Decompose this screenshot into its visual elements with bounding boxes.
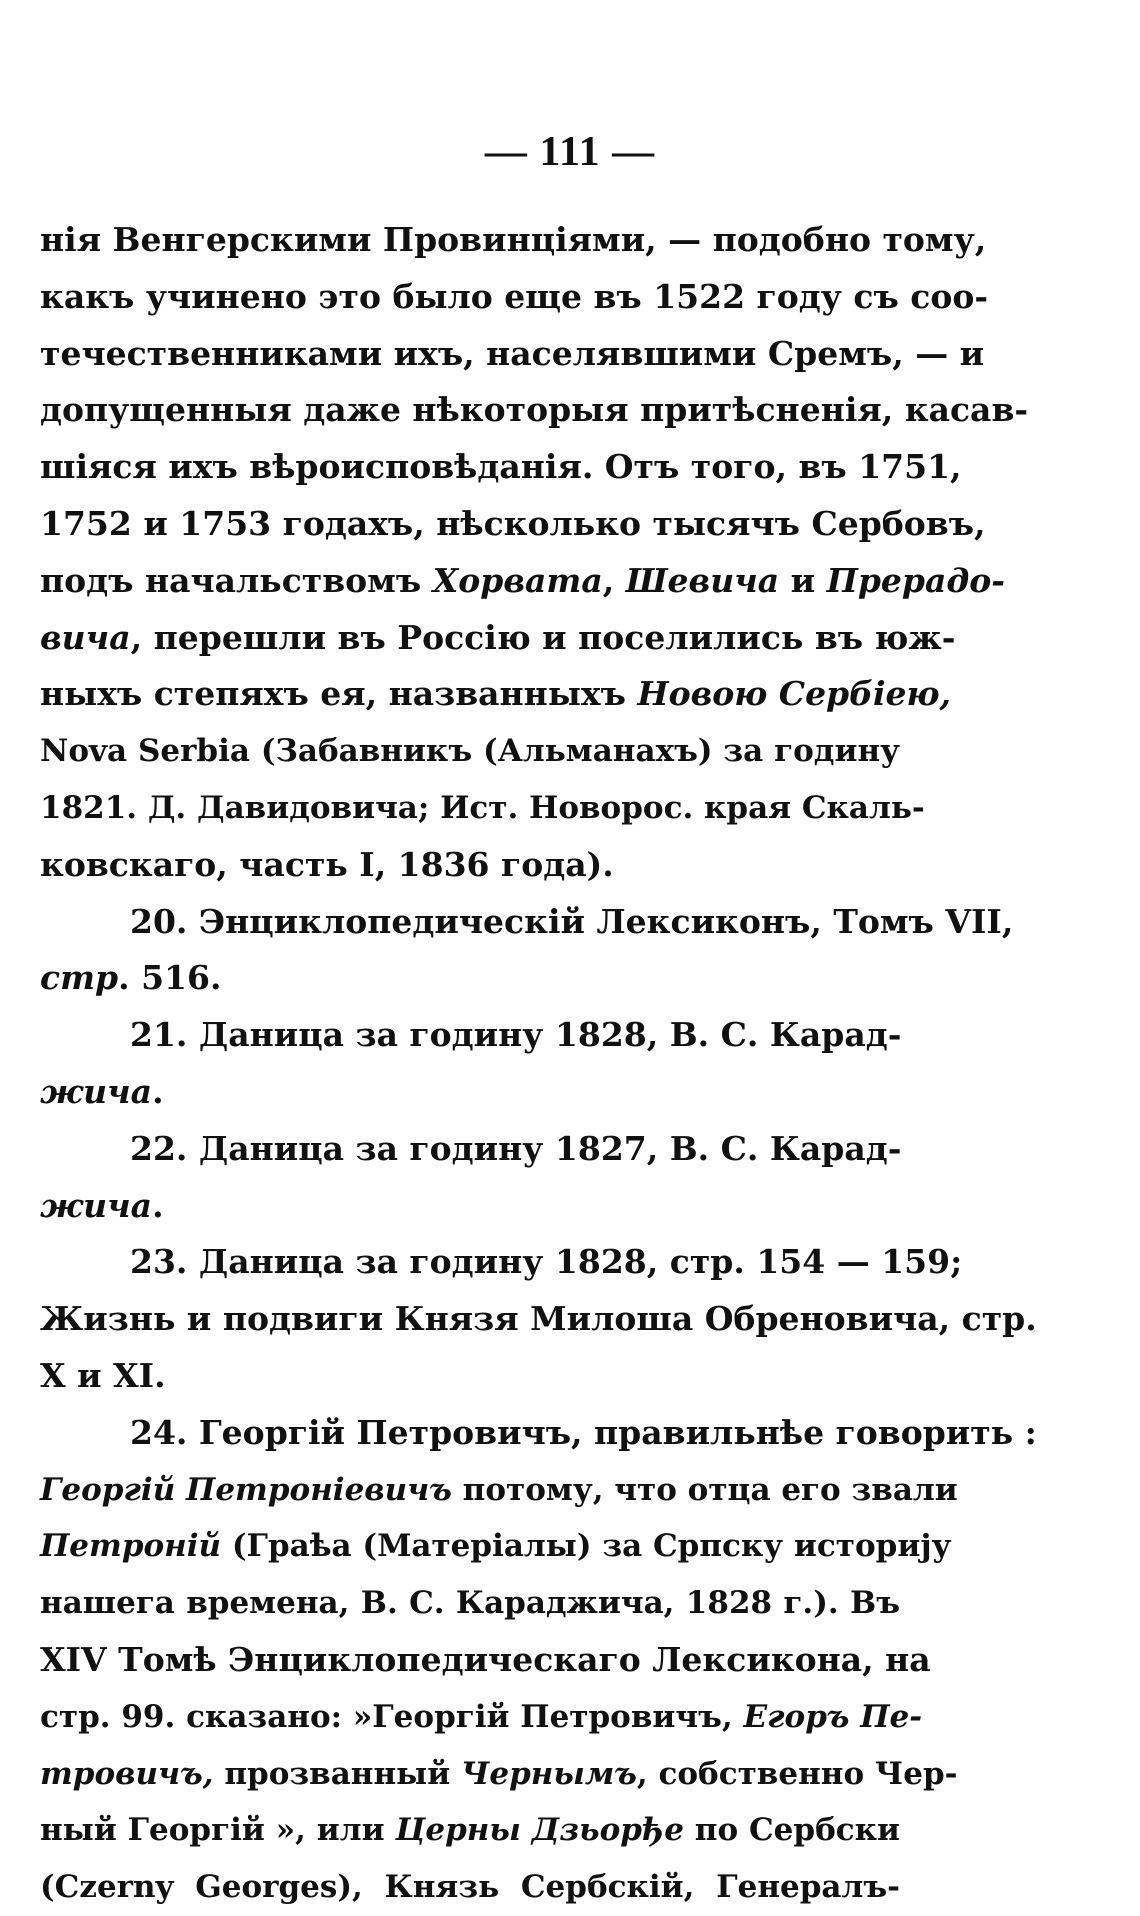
- text-line: [40, 1121, 900, 1178]
- text-segment: прозванный: [213, 1755, 462, 1792]
- italic-text: Егоръ Пе-: [743, 1698, 923, 1735]
- text-segment: подъ начальствомъ: [40, 560, 433, 600]
- text-line: [40, 1689, 923, 1746]
- text-segment: Nova Serbia (Забавникъ (Альманахъ) за годину: [40, 733, 900, 770]
- text-line: [40, 269, 989, 326]
- text-line: [40, 1234, 963, 1291]
- italic-text: Новою Сербіею,: [637, 674, 952, 714]
- body-text: [40, 212, 1037, 1916]
- text-line: [40, 1518, 952, 1575]
- text-line: [40, 837, 900, 894]
- text-line: [40, 1064, 900, 1121]
- text-line: [40, 1405, 1037, 1462]
- text-line: [40, 1746, 958, 1803]
- text-line: [40, 1632, 931, 1689]
- text-line: [40, 1007, 900, 1064]
- text-segment: (Граѣа (Матеріалы) за Српску историју: [221, 1528, 952, 1565]
- text-segment: 20. Энциклопедическій Лексиконъ, Томъ VII,: [130, 901, 1014, 941]
- text-segment: ный Георгій », или: [40, 1812, 396, 1849]
- text-segment: 22. Даница за годину 1827, В. С. Карад-: [130, 1128, 902, 1168]
- text-segment: потому, что отца его звали: [451, 1471, 958, 1508]
- text-line: [40, 1575, 900, 1632]
- text-line: [40, 1178, 900, 1235]
- text-segment: . 516.: [118, 958, 222, 998]
- text-segment: нашега времена, В. С. Караджича, 1828 г.). Въ: [40, 1585, 900, 1622]
- text-line: [40, 382, 1029, 439]
- text-segment: ныхъ степяхъ ея, названныхъ: [40, 674, 638, 714]
- text-segment: 1821. Д. Давидовича; Ист. Новорос. края Скаль-: [40, 789, 925, 826]
- text-line: [40, 326, 985, 383]
- italic-text: Георгій Петроніевичъ: [40, 1471, 452, 1508]
- text-segment: Жизнь и подвиги Князя Милоша Обреновича, стр.: [40, 1299, 1037, 1339]
- italic-text: Церны Дзьорђе: [395, 1812, 684, 1849]
- text-segment: какъ учинено это было еще въ 1522 году съ соо-: [40, 276, 989, 316]
- italic-text: Шевича: [625, 560, 780, 600]
- italic-text: Чернымъ: [461, 1755, 637, 1792]
- text-line: [40, 1291, 1037, 1348]
- italic-text: Хорвата: [432, 560, 603, 600]
- italic-text: вича: [40, 617, 131, 657]
- italic-text: Петроній: [40, 1528, 222, 1565]
- text-line: [40, 780, 925, 837]
- text-line: [40, 723, 900, 780]
- text-line: [40, 1802, 900, 1859]
- text-segment: 1752 и 1753 годахъ, нѣсколько тысячъ Сербовъ,: [40, 503, 986, 543]
- text-line: [40, 666, 952, 723]
- text-segment: (Czerny Georges), Князь Сербскій, Генералъ-: [40, 1869, 900, 1906]
- text-segment: 24. Георгій Петровичъ, правильнѣе говорить :: [130, 1412, 1037, 1452]
- text-line: [40, 610, 956, 667]
- text-line: [40, 553, 1005, 610]
- italic-text: стр: [40, 958, 119, 998]
- text-segment: шіяся ихъ вѣроисповѣданія. Отъ того, въ 1751,: [40, 447, 962, 487]
- text-line: [40, 1462, 958, 1519]
- text-segment: 23. Даница за годину 1828, стр. 154 — 159;: [130, 1242, 963, 1282]
- italic-text: Прерадо-: [826, 560, 1005, 600]
- text-segment: стр. 99. сказано: »Георгій Петровичъ,: [40, 1698, 744, 1735]
- text-segment: и: [779, 560, 827, 600]
- text-segment: XIV Томѣ Энциклопедическаго Лексикона, на: [40, 1639, 931, 1679]
- text-segment: .: [152, 1185, 164, 1225]
- text-line: [40, 1859, 900, 1916]
- text-segment: , собственно Чер-: [636, 1755, 958, 1792]
- italic-text: тровичъ,: [40, 1755, 214, 1792]
- italic-text: жича: [40, 1185, 153, 1225]
- text-segment: ,: [602, 560, 626, 600]
- text-line: [40, 439, 962, 496]
- text-segment: по Сербски: [683, 1812, 901, 1849]
- text-segment: ковскаго, часть I, 1836 года).: [40, 844, 614, 884]
- text-line: [40, 496, 986, 553]
- text-segment: X и XI.: [40, 1355, 166, 1395]
- text-segment: допущенныя даже нѣкоторыя притѣсненія, касав-: [40, 390, 1029, 430]
- text-line: [40, 212, 987, 269]
- text-line: [40, 894, 1014, 951]
- text-segment: 21. Даница за годину 1828, В. С. Карад-: [130, 1015, 902, 1055]
- text-segment: течественниками ихъ, населявшими Сремъ, — и: [40, 333, 985, 373]
- italic-text: жича: [40, 1071, 153, 1111]
- text-segment: , перешли въ Россію и поселились въ юж-: [130, 617, 956, 657]
- page-number: — 111 —: [484, 129, 656, 175]
- text-line: [40, 950, 900, 1007]
- text-segment: .: [152, 1071, 164, 1111]
- text-line: [40, 1348, 900, 1405]
- text-segment: нія Венгерскими Провинціями, — подобно тому,: [40, 220, 987, 259]
